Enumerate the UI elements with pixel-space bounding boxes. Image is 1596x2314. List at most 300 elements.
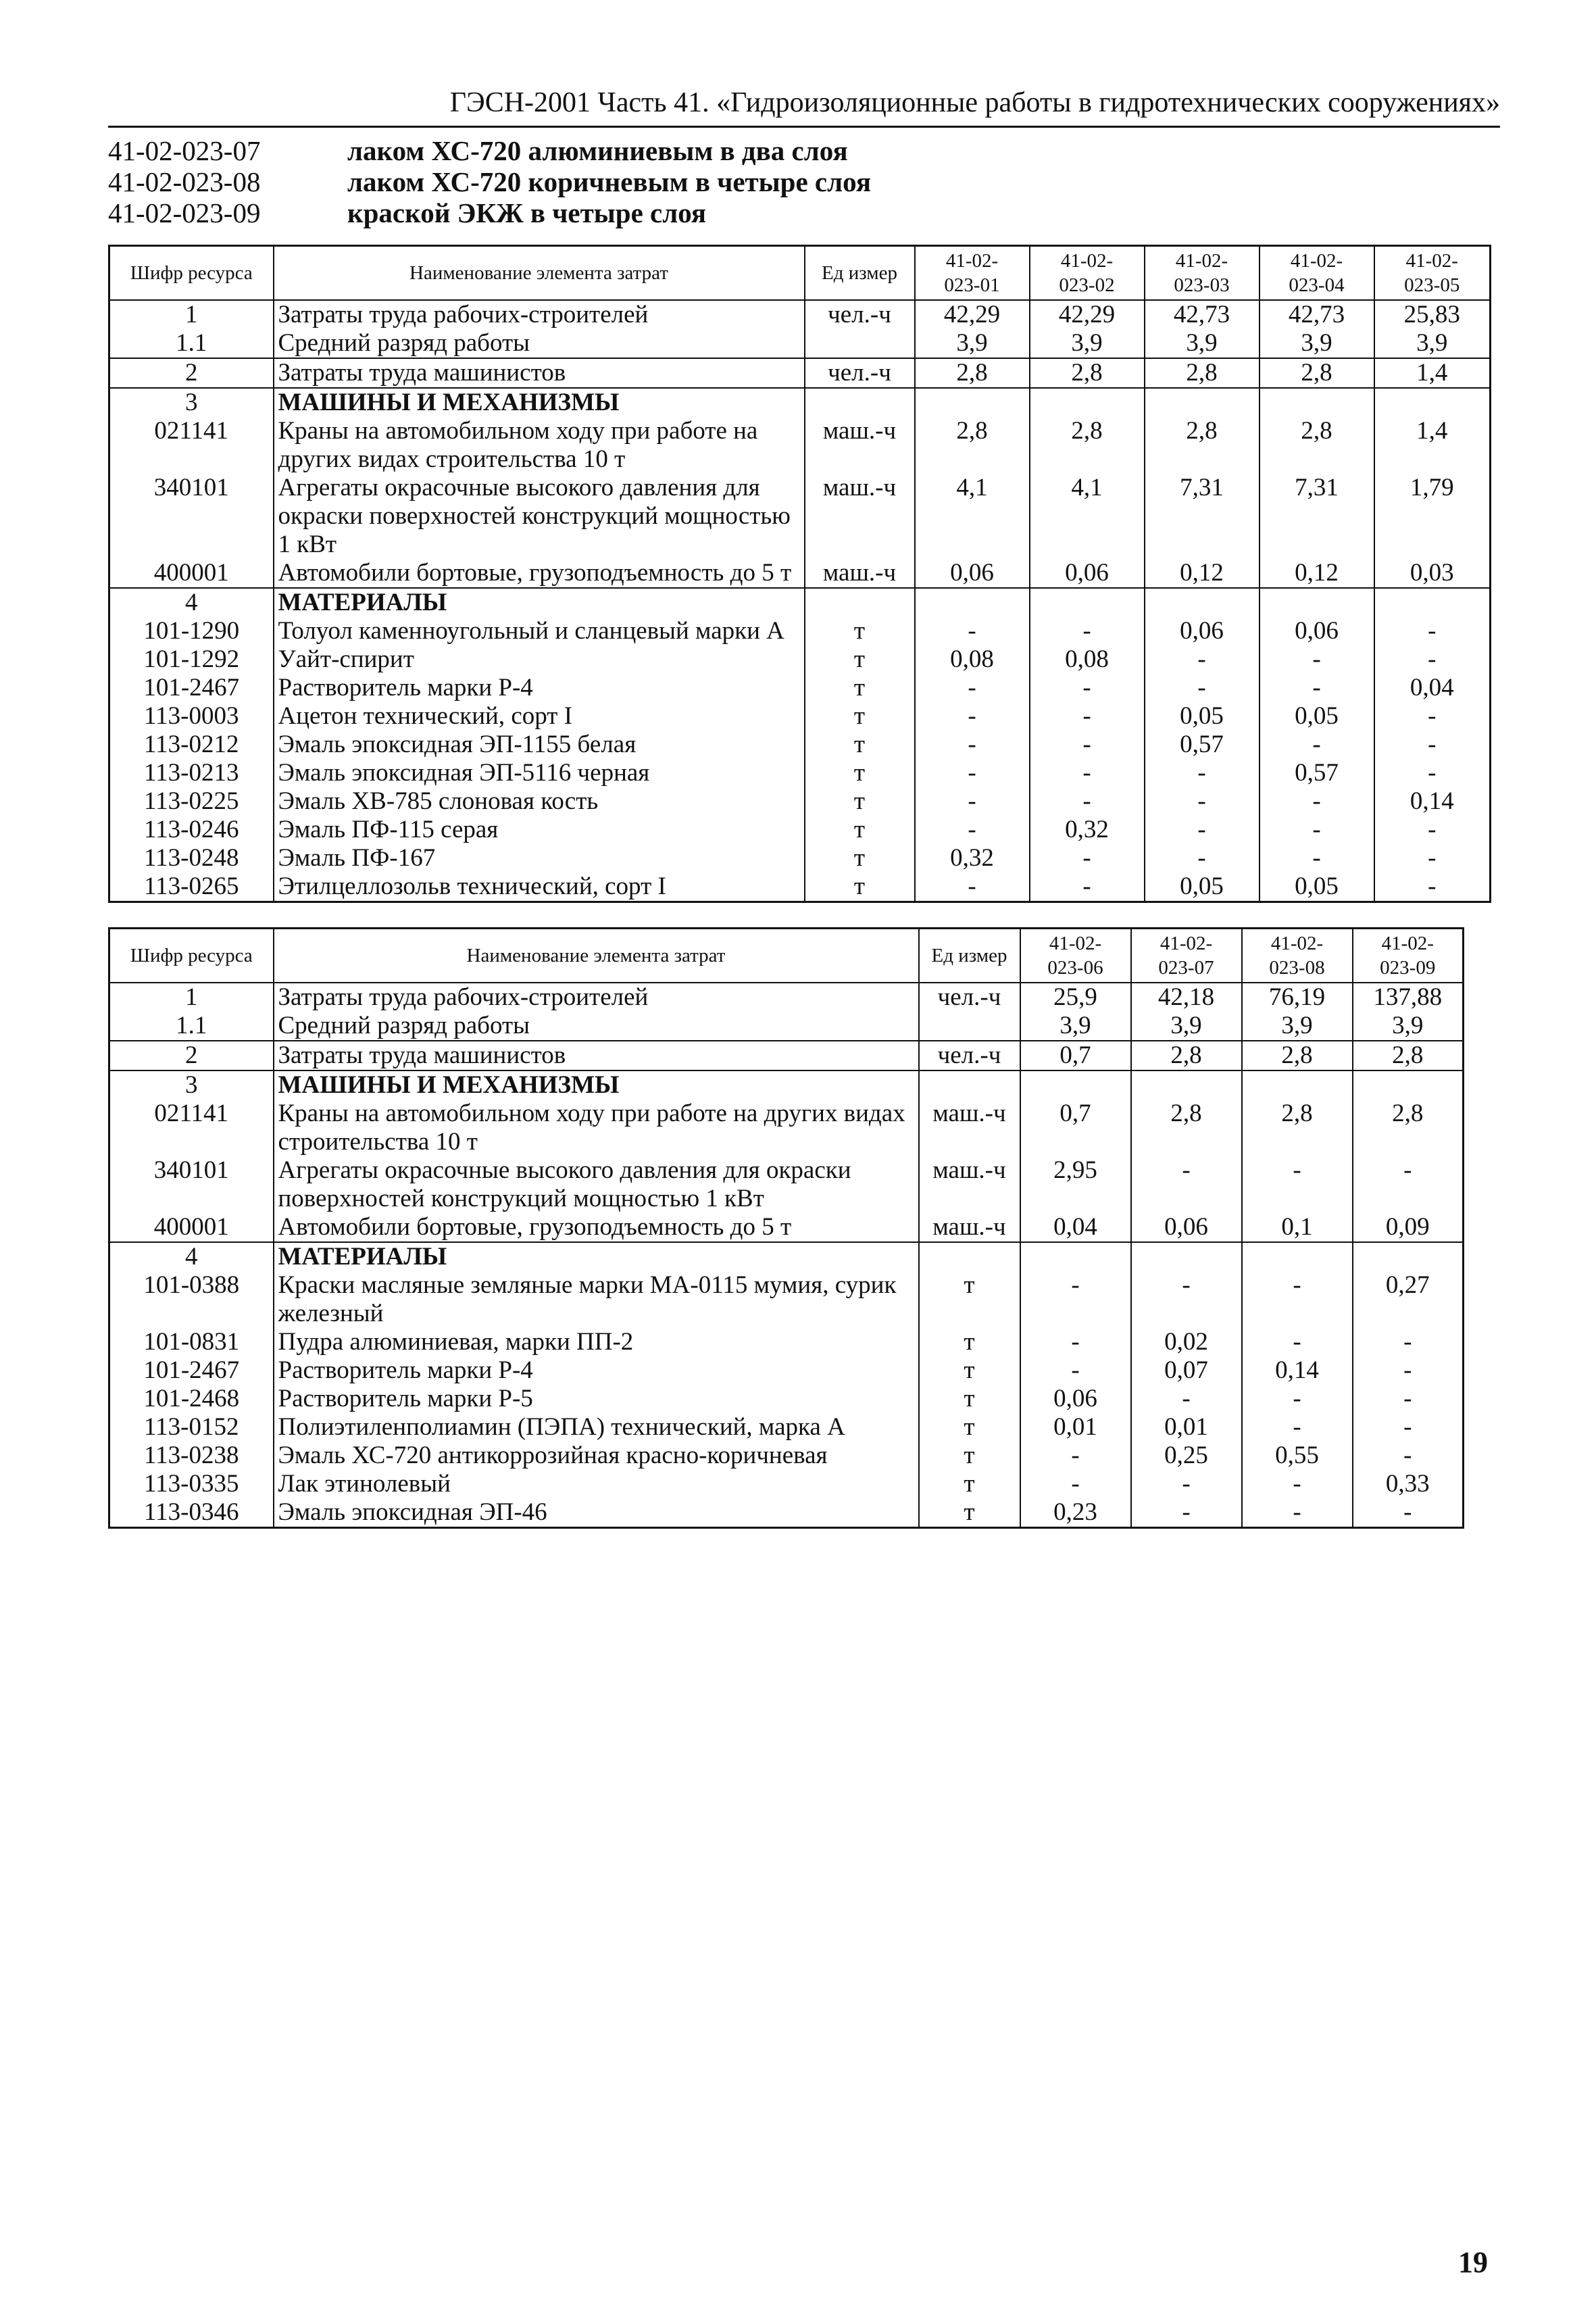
table-row: [109, 983, 1464, 1012]
value-cell: 0,7: [1020, 1100, 1131, 1156]
unit-cell: [805, 588, 915, 617]
value-cell: -: [1260, 645, 1374, 674]
value-cell: -: [915, 872, 1030, 902]
cost-item-name: Автомобили бортовые, грузоподъемность до 5 т: [274, 559, 805, 588]
value-cell: -: [1260, 816, 1374, 844]
value-cell: -: [1131, 1156, 1242, 1213]
resource-code: 2: [109, 1041, 274, 1070]
unit-cell: т: [805, 816, 915, 844]
value-cell: 0,27: [1353, 1271, 1464, 1328]
value-cell: 0,07: [1131, 1356, 1242, 1385]
table-row: [109, 388, 1491, 417]
resource-table-2: [108, 927, 1464, 1529]
value-cell: [915, 588, 1030, 617]
value-cell: -: [915, 787, 1030, 816]
unit-cell: [919, 1242, 1020, 1271]
cost-item-name: Эмаль эпоксидная ЭП-1155 белая: [274, 731, 805, 759]
table-row: [109, 1242, 1464, 1271]
column-header: 41-02- 023-06: [1020, 929, 1131, 983]
value-cell: 0,7: [1020, 1041, 1131, 1070]
value-cell: 0,06: [1260, 617, 1374, 645]
value-cell: 0,01: [1131, 1413, 1242, 1442]
value-cell: 2,8: [1145, 417, 1260, 474]
column-header: Ед измер: [805, 246, 915, 300]
table-row: [109, 1413, 1464, 1442]
value-cell: 0,04: [1020, 1213, 1131, 1242]
unit-cell: маш.-ч: [805, 417, 915, 474]
value-cell: 3,9: [1353, 1012, 1464, 1041]
value-cell: 7,31: [1145, 474, 1260, 559]
value-cell: 3,9: [1145, 329, 1260, 358]
value-cell: 0,06: [1020, 1385, 1131, 1413]
cost-item-name: Краны на автомобильном ходу при работе на других видах строительства 10 т: [274, 417, 805, 474]
table-row: [109, 1385, 1464, 1413]
cost-item-name: Полиэтиленполиамин (ПЭПА) технический, марка А: [274, 1413, 919, 1442]
resource-code: 1.1: [109, 1012, 274, 1041]
table-row: [109, 559, 1491, 588]
unit-cell: [919, 1012, 1020, 1041]
value-cell: 0,06: [1030, 559, 1145, 588]
value-cell: 2,8: [1242, 1100, 1353, 1156]
value-cell: 0,33: [1353, 1470, 1464, 1498]
value-cell: 2,8: [915, 417, 1030, 474]
value-cell: [1030, 388, 1145, 417]
code-number: 41-02-023-09: [108, 197, 261, 228]
value-cell: -: [1353, 1156, 1464, 1213]
code-row: [108, 166, 871, 197]
cost-item-name: Уайт-спирит: [274, 645, 805, 674]
value-cell: -: [1030, 759, 1145, 787]
value-cell: [1353, 1242, 1464, 1271]
table-row: [109, 1328, 1464, 1356]
table-row: [109, 816, 1491, 844]
table-row: [109, 702, 1491, 731]
unit-cell: т: [805, 702, 915, 731]
unit-cell: [805, 329, 915, 358]
table-row: [109, 474, 1491, 559]
cost-item-name: Лак этинолевый: [274, 1470, 919, 1498]
value-cell: -: [915, 674, 1030, 702]
resource-code: 101-2467: [109, 1356, 274, 1385]
value-cell: 0,02: [1131, 1328, 1242, 1356]
column-header: 41-02- 023-08: [1242, 929, 1353, 983]
value-cell: -: [1242, 1470, 1353, 1498]
value-cell: -: [1030, 872, 1145, 902]
table-row: [109, 731, 1491, 759]
unit-cell: маш.-ч: [919, 1213, 1020, 1242]
table-row: [109, 872, 1491, 902]
cost-item-name: Краски масляные земляные марки МА-0115 мумия, сурик железный: [274, 1271, 919, 1328]
value-cell: [1030, 588, 1145, 617]
resource-code: 113-0246: [109, 816, 274, 844]
unit-cell: т: [919, 1470, 1020, 1498]
resource-code: 101-1292: [109, 645, 274, 674]
cost-item-name: Краны на автомобильном ходу при работе на других видах строительства 10 т: [274, 1100, 919, 1156]
value-cell: 2,8: [1260, 358, 1374, 388]
page-header: ГЭСН-2001 Часть 41. «Гидроизоляционные работы в гидротехнических сооружениях»: [108, 87, 1500, 128]
table-row: [109, 617, 1491, 645]
value-cell: -: [1374, 702, 1491, 731]
column-header: Наименование элемента затрат: [274, 246, 805, 300]
resource-code: 1: [109, 300, 274, 329]
unit-cell: т: [919, 1442, 1020, 1470]
value-cell: -: [1374, 731, 1491, 759]
cost-item-name: Автомобили бортовые, грузоподъемность до 5 т: [274, 1213, 919, 1242]
value-cell: 0,05: [1260, 872, 1374, 902]
resource-code: 101-0388: [109, 1271, 274, 1328]
value-cell: -: [1374, 844, 1491, 872]
resource-code: 101-2467: [109, 674, 274, 702]
table-row: [109, 1012, 1464, 1041]
value-cell: -: [1353, 1328, 1464, 1356]
value-cell: 3,9: [1260, 329, 1374, 358]
value-cell: 42,73: [1260, 300, 1374, 329]
value-cell: 0,05: [1145, 872, 1260, 902]
value-cell: -: [915, 816, 1030, 844]
table-row: [109, 844, 1491, 872]
unit-cell: т: [919, 1271, 1020, 1328]
cost-item-name: МАТЕРИАЛЫ: [274, 588, 805, 617]
value-cell: -: [1030, 731, 1145, 759]
code-description: краской ЭКЖ в четыре слоя: [347, 197, 707, 228]
value-cell: [1242, 1242, 1353, 1271]
resource-code: 113-0225: [109, 787, 274, 816]
column-header: 41-02- 023-02: [1030, 246, 1145, 300]
value-cell: [1020, 1242, 1131, 1271]
resource-code: 113-0213: [109, 759, 274, 787]
code-number: 41-02-023-08: [108, 166, 261, 197]
unit-cell: т: [805, 674, 915, 702]
value-cell: -: [1020, 1271, 1131, 1328]
value-cell: -: [1020, 1442, 1131, 1470]
resource-code: 340101: [109, 1156, 274, 1213]
value-cell: 0,32: [1030, 816, 1145, 844]
value-cell: -: [1030, 787, 1145, 816]
table-row: [109, 329, 1491, 358]
value-cell: 0,01: [1020, 1413, 1131, 1442]
unit-cell: [805, 388, 915, 417]
resource-code: 3: [109, 1070, 274, 1100]
unit-cell: чел.-ч: [805, 358, 915, 388]
resource-code: 101-0831: [109, 1328, 274, 1356]
value-cell: 0,1: [1242, 1213, 1353, 1242]
table-row: [109, 1498, 1464, 1528]
value-cell: [1260, 388, 1374, 417]
column-header: Ед измер: [919, 929, 1020, 983]
value-cell: -: [1145, 816, 1260, 844]
value-cell: 0,06: [1131, 1213, 1242, 1242]
table-row: [109, 674, 1491, 702]
resource-code: 113-0238: [109, 1442, 274, 1470]
cost-item-name: Затраты труда машинистов: [274, 358, 805, 388]
cost-item-name: Этилцеллозольв технический, сорт I: [274, 872, 805, 902]
value-cell: -: [1131, 1385, 1242, 1413]
resource-code: 4: [109, 588, 274, 617]
table-row: [109, 1442, 1464, 1470]
table-row: [109, 645, 1491, 674]
value-cell: 137,88: [1353, 983, 1464, 1012]
value-cell: 0,06: [915, 559, 1030, 588]
value-cell: 2,8: [1030, 358, 1145, 388]
resource-code: 1: [109, 983, 274, 1012]
unit-cell: т: [919, 1356, 1020, 1385]
value-cell: -: [1374, 645, 1491, 674]
unit-cell: т: [805, 872, 915, 902]
unit-cell: т: [919, 1498, 1020, 1528]
resource-code: 113-0212: [109, 731, 274, 759]
unit-cell: чел.-ч: [805, 300, 915, 329]
value-cell: 2,8: [1145, 358, 1260, 388]
unit-cell: т: [805, 731, 915, 759]
resource-code: 4: [109, 1242, 274, 1271]
cost-item-name: Эмаль ПФ-167: [274, 844, 805, 872]
value-cell: 0,12: [1145, 559, 1260, 588]
value-cell: 0,04: [1374, 674, 1491, 702]
cost-item-name: Растворитель марки Р-5: [274, 1385, 919, 1413]
value-cell: 3,9: [1374, 329, 1491, 358]
resource-code: 113-0335: [109, 1470, 274, 1498]
value-cell: -: [1020, 1328, 1131, 1356]
resource-code: 101-1290: [109, 617, 274, 645]
value-cell: 1,79: [1374, 474, 1491, 559]
unit-cell: маш.-ч: [805, 474, 915, 559]
value-cell: 76,19: [1242, 983, 1353, 1012]
value-cell: 0,05: [1260, 702, 1374, 731]
code-row: [108, 197, 871, 228]
unit-cell: т: [805, 617, 915, 645]
value-cell: -: [915, 702, 1030, 731]
page-number: 19: [1458, 2246, 1488, 2279]
cost-item-name: Агрегаты окрасочные высокого давления для окраски поверхностей конструкций мощностью 1 кВт: [274, 1156, 919, 1213]
resource-code: 2: [109, 358, 274, 388]
value-cell: 25,9: [1020, 983, 1131, 1012]
value-cell: -: [1242, 1413, 1353, 1442]
cost-item-name: Эмаль ХС-720 антикоррозийная красно-коричневая: [274, 1442, 919, 1470]
value-cell: [1260, 588, 1374, 617]
resource-code: 021141: [109, 417, 274, 474]
cost-item-name: МАШИНЫ И МЕХАНИЗМЫ: [274, 388, 805, 417]
column-header: 41-02- 023-03: [1145, 246, 1260, 300]
resource-code: 400001: [109, 559, 274, 588]
value-cell: -: [1145, 645, 1260, 674]
value-cell: 3,9: [915, 329, 1030, 358]
value-cell: 3,9: [1131, 1012, 1242, 1041]
cost-item-name: Пудра алюминиевая, марки ПП-2: [274, 1328, 919, 1356]
value-cell: -: [915, 617, 1030, 645]
table-row: [109, 1100, 1464, 1156]
value-cell: 2,8: [915, 358, 1030, 388]
value-cell: -: [1145, 759, 1260, 787]
value-cell: -: [1374, 816, 1491, 844]
resource-code: 113-0248: [109, 844, 274, 872]
unit-cell: [919, 1070, 1020, 1100]
cost-item-name: Ацетон технический, сорт I: [274, 702, 805, 731]
column-header: 41-02- 023-07: [1131, 929, 1242, 983]
cost-item-name: Средний разряд работы: [274, 329, 805, 358]
table-row: [109, 300, 1491, 329]
value-cell: -: [1260, 731, 1374, 759]
value-cell: 0,08: [1030, 645, 1145, 674]
code-row: [108, 135, 871, 166]
value-cell: 0,14: [1242, 1356, 1353, 1385]
unit-cell: т: [805, 787, 915, 816]
cost-item-name: Толуол каменноугольный и сланцевый марки А: [274, 617, 805, 645]
value-cell: 4,1: [915, 474, 1030, 559]
value-cell: -: [1020, 1356, 1131, 1385]
value-cell: 25,83: [1374, 300, 1491, 329]
cost-item-name: Растворитель марки Р-4: [274, 1356, 919, 1385]
value-cell: -: [915, 731, 1030, 759]
unit-cell: чел.-ч: [919, 1041, 1020, 1070]
unit-cell: т: [919, 1328, 1020, 1356]
value-cell: [1020, 1070, 1131, 1100]
resource-code: 113-0346: [109, 1498, 274, 1528]
value-cell: -: [1131, 1271, 1242, 1328]
value-cell: [1374, 588, 1491, 617]
value-cell: 3,9: [1020, 1012, 1131, 1041]
value-cell: 2,8: [1260, 417, 1374, 474]
table-row: [109, 1213, 1464, 1242]
resource-code: 400001: [109, 1213, 274, 1242]
value-cell: -: [1353, 1498, 1464, 1528]
unit-cell: маш.-ч: [919, 1156, 1020, 1213]
value-cell: 0,09: [1353, 1213, 1464, 1242]
table-row: [109, 1271, 1464, 1328]
value-cell: 0,32: [915, 844, 1030, 872]
value-cell: -: [1353, 1413, 1464, 1442]
value-cell: 2,8: [1131, 1041, 1242, 1070]
table-row: [109, 417, 1491, 474]
value-cell: 3,9: [1242, 1012, 1353, 1041]
value-cell: [1131, 1242, 1242, 1271]
column-header: 41-02- 023-04: [1260, 246, 1374, 300]
value-cell: 4,1: [1030, 474, 1145, 559]
resource-code: 113-0152: [109, 1413, 274, 1442]
value-cell: 0,23: [1020, 1498, 1131, 1528]
value-cell: -: [1260, 844, 1374, 872]
value-cell: [1242, 1070, 1353, 1100]
value-cell: 42,29: [1030, 300, 1145, 329]
resource-code: 101-2468: [109, 1385, 274, 1413]
value-cell: 42,73: [1145, 300, 1260, 329]
unit-cell: маш.-ч: [805, 559, 915, 588]
code-number: 41-02-023-07: [108, 135, 261, 166]
value-cell: 0,25: [1131, 1442, 1242, 1470]
value-cell: 2,8: [1242, 1041, 1353, 1070]
resource-code: 113-0003: [109, 702, 274, 731]
cost-item-name: Затраты труда машинистов: [274, 1041, 919, 1070]
value-cell: -: [1353, 1356, 1464, 1385]
column-header: 41-02- 023-01: [915, 246, 1030, 300]
unit-cell: т: [805, 645, 915, 674]
resource-code: 340101: [109, 474, 274, 559]
value-cell: 0,12: [1260, 559, 1374, 588]
value-cell: -: [1242, 1385, 1353, 1413]
value-cell: -: [1030, 674, 1145, 702]
value-cell: -: [1242, 1156, 1353, 1213]
value-cell: 2,8: [1030, 417, 1145, 474]
value-cell: -: [1353, 1442, 1464, 1470]
value-cell: 0,05: [1145, 702, 1260, 731]
value-cell: -: [1030, 617, 1145, 645]
value-cell: 0,55: [1242, 1442, 1353, 1470]
value-cell: -: [1145, 674, 1260, 702]
value-cell: 1,4: [1374, 358, 1491, 388]
unit-cell: т: [919, 1385, 1020, 1413]
value-cell: -: [915, 759, 1030, 787]
column-header: Шифр ресурса: [109, 246, 274, 300]
value-cell: 0,14: [1374, 787, 1491, 816]
value-cell: -: [1131, 1470, 1242, 1498]
value-cell: [1145, 588, 1260, 617]
value-cell: -: [1030, 844, 1145, 872]
value-cell: -: [1374, 759, 1491, 787]
code-list: [108, 135, 871, 228]
resource-code: 021141: [109, 1100, 274, 1156]
value-cell: [1353, 1070, 1464, 1100]
value-cell: -: [1374, 872, 1491, 902]
value-cell: -: [1020, 1470, 1131, 1498]
value-cell: 2,8: [1353, 1100, 1464, 1156]
value-cell: -: [1145, 844, 1260, 872]
value-cell: [1374, 388, 1491, 417]
value-cell: 0,08: [915, 645, 1030, 674]
value-cell: -: [1030, 702, 1145, 731]
value-cell: -: [1260, 787, 1374, 816]
cost-item-name: Затраты труда рабочих-строителей: [274, 300, 805, 329]
resource-table-1: [108, 245, 1491, 903]
unit-cell: т: [805, 759, 915, 787]
value-cell: 0,03: [1374, 559, 1491, 588]
cost-item-name: МАТЕРИАЛЫ: [274, 1242, 919, 1271]
unit-cell: чел.-ч: [919, 983, 1020, 1012]
cost-item-name: МАШИНЫ И МЕХАНИЗМЫ: [274, 1070, 919, 1100]
unit-cell: маш.-ч: [919, 1100, 1020, 1156]
value-cell: 0,06: [1145, 617, 1260, 645]
table-row: [109, 1070, 1464, 1100]
table-row: [109, 1156, 1464, 1213]
value-cell: -: [1374, 617, 1491, 645]
resource-code: 113-0265: [109, 872, 274, 902]
value-cell: 0,57: [1260, 759, 1374, 787]
resource-code: 3: [109, 388, 274, 417]
code-description: лаком ХС-720 коричневым в четыре слоя: [347, 166, 872, 197]
code-description: лаком ХС-720 алюминиевым в два слоя: [347, 135, 848, 166]
column-header: Наименование элемента затрат: [274, 929, 919, 983]
value-cell: -: [1242, 1328, 1353, 1356]
cost-item-name: Эмаль эпоксидная ЭП-5116 черная: [274, 759, 805, 787]
table-row: [109, 1470, 1464, 1498]
table-header-row: [109, 929, 1464, 983]
value-cell: -: [1353, 1385, 1464, 1413]
column-header: 41-02- 023-09: [1353, 929, 1464, 983]
value-cell: 2,8: [1353, 1041, 1464, 1070]
table-row: [109, 1356, 1464, 1385]
cost-item-name: Агрегаты окрасочные высокого давления для окраски поверхностей конструкций мощностью 1 кВт: [274, 474, 805, 559]
unit-cell: т: [805, 844, 915, 872]
table-row: [109, 1041, 1464, 1070]
cost-item-name: Растворитель марки Р-4: [274, 674, 805, 702]
table-row: [109, 759, 1491, 787]
cost-item-name: Эмаль ПФ-115 серая: [274, 816, 805, 844]
value-cell: 0,57: [1145, 731, 1260, 759]
value-cell: -: [1145, 787, 1260, 816]
value-cell: [1131, 1070, 1242, 1100]
value-cell: 42,18: [1131, 983, 1242, 1012]
resource-code: 1.1: [109, 329, 274, 358]
table-row: [109, 358, 1491, 388]
value-cell: 2,8: [1131, 1100, 1242, 1156]
